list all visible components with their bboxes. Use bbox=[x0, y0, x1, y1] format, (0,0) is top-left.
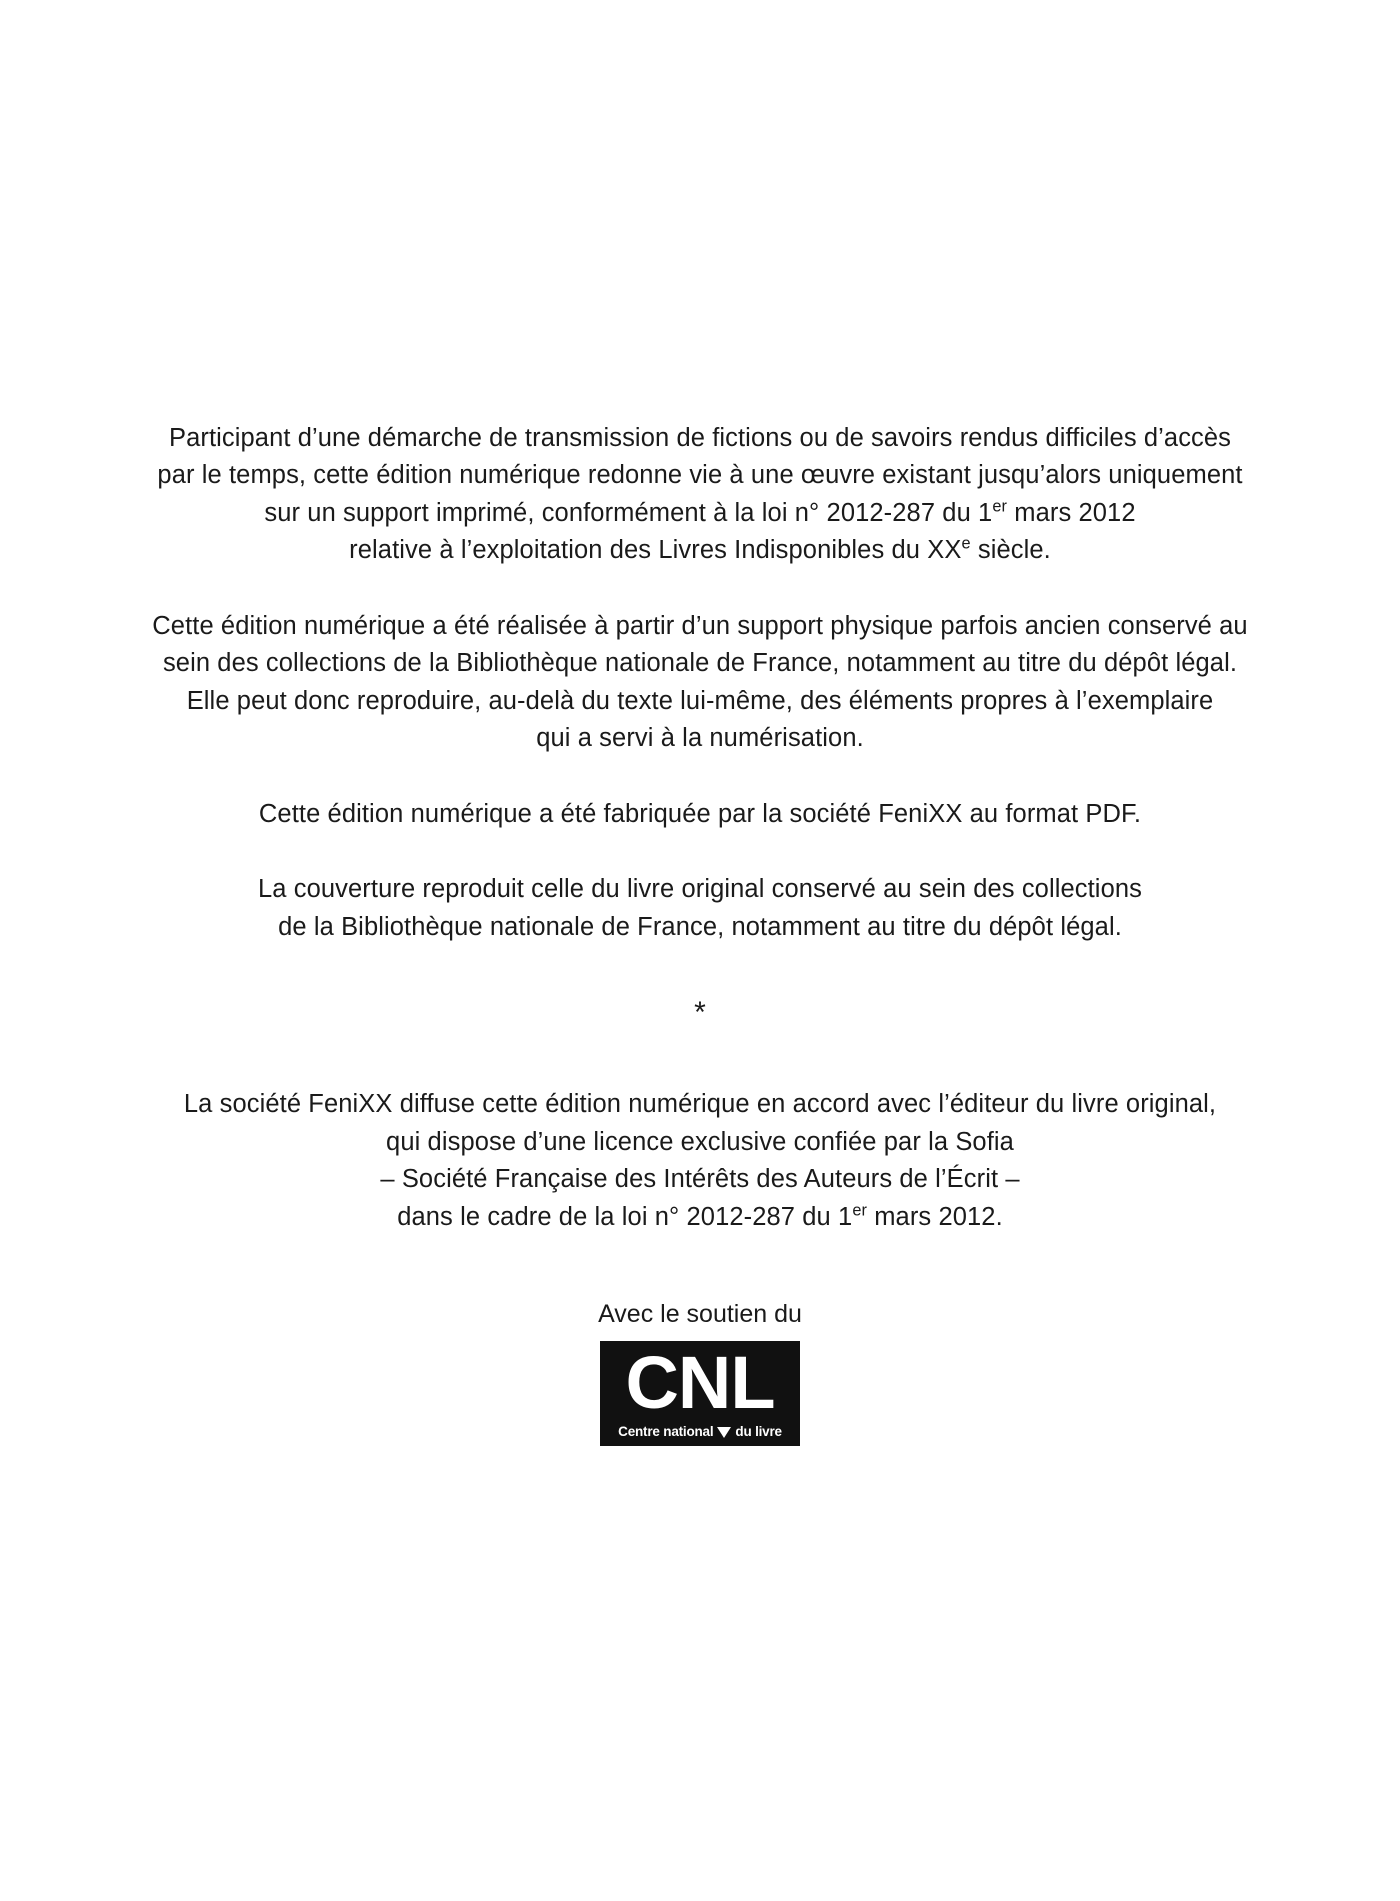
top-spacer bbox=[120, 0, 1280, 420]
paragraph-line: qui dispose d’une licence exclusive confiée par la Sofia bbox=[386, 1127, 1014, 1156]
section-separator: * bbox=[694, 996, 706, 1030]
paragraph-line: par le temps, cette édition numérique redonne vie à une œuvre existant jusqu’alors uniquement bbox=[157, 461, 1243, 490]
paragraph-line: de la Bibliothèque nationale de France, notamment au titre du dépôt légal. bbox=[278, 912, 1122, 941]
paragraph-line: relative à l’exploitation des Livres Indisponibles du XXe siècle. bbox=[349, 534, 1051, 565]
paragraph-line: Cette édition numérique a été réalisée à partir d’un support physique parfois ancien conservé au bbox=[152, 611, 1248, 640]
paragraph-line: Cette édition numérique a été fabriquée par la société FeniXX au format PDF. bbox=[258, 799, 1142, 828]
paragraph-line: sur un support imprimé, conformément à la loi n° 2012-287 du 1er mars 2012 bbox=[264, 497, 1136, 527]
paragraph-line: La société FeniXX diffuse cette édition numérique en accord avec l’éditeur du livre original, bbox=[183, 1090, 1217, 1119]
cnl-tick-icon bbox=[717, 1427, 731, 1438]
paragraph-diffusion bbox=[120, 1086, 1280, 1236]
paragraph-couverture bbox=[120, 871, 1280, 946]
paragraph-line: qui a servi à la numérisation. bbox=[536, 724, 864, 753]
paragraph-line: Elle peut donc reproduire, au-delà du texte lui-même, des éléments propres à l’exemplaire bbox=[186, 686, 1214, 715]
paragraph-support-physique bbox=[120, 608, 1280, 758]
paragraph-transmission bbox=[120, 420, 1280, 570]
paragraph-line: Participant d’une démarche de transmission de fictions ou de savoirs rendus difficiles d’accès bbox=[168, 424, 1232, 452]
support-caption: Avec le soutien du bbox=[598, 1300, 802, 1329]
paragraph-fabrication bbox=[120, 796, 1280, 833]
paragraph-line: sein des collections de la Bibliothèque nationale de France, notamment au titre du dépôt légal. bbox=[162, 649, 1238, 678]
paragraph-line: dans le cadre de la loi n° 2012-287 du 1er mars 2012. bbox=[397, 1201, 1003, 1231]
cnl-subtitle-left: Centre national bbox=[618, 1423, 714, 1439]
cnl-logo-subtitle bbox=[600, 1425, 800, 1439]
support-logo-area bbox=[120, 1298, 1280, 1451]
paragraph-line: – Société Française des Intérêts des Auteurs de l’Écrit – bbox=[380, 1165, 1020, 1194]
cnl-logo bbox=[600, 1341, 800, 1446]
cnl-subtitle-right: du livre bbox=[735, 1423, 782, 1439]
paragraph-line: La couverture reproduit celle du livre original conservé au sein des collections bbox=[258, 875, 1142, 904]
cnl-logo-letters: CNL bbox=[625, 1340, 775, 1424]
